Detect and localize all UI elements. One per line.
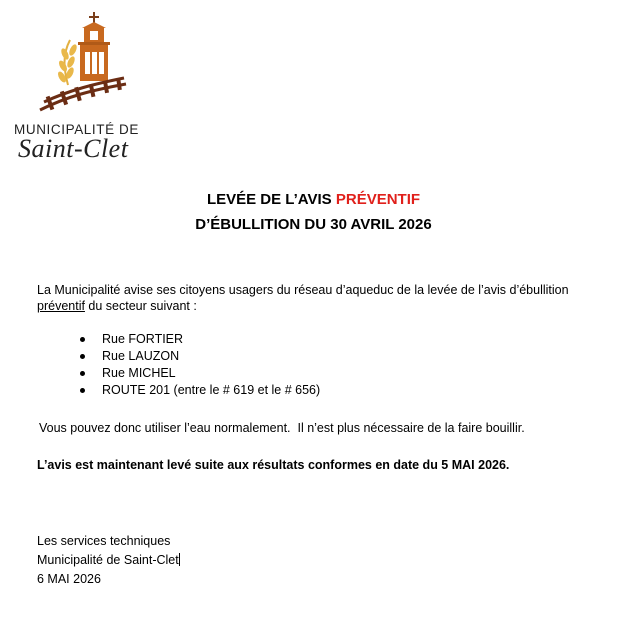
list-item: Rue LAUZON (78, 348, 320, 365)
logo-text-line1: MUNICIPALITÉ DE (14, 122, 140, 137)
church-logo-icon (38, 10, 128, 115)
signature-block (37, 532, 180, 589)
list-item: Rue MICHEL (78, 365, 320, 382)
signature-org: Municipalité de Saint-Clet (37, 553, 179, 567)
usage-note: Vous pouvez donc utiliser l’eau normalement. Il n’est plus nécessaire de la faire bouillir. (39, 421, 525, 435)
signature-date: 6 MAI 2026 (37, 572, 101, 586)
status-note: L’avis est maintenant levé suite aux résultats conformes en date du 5 MAI 2026. (37, 458, 510, 472)
notice-title-line1 (0, 191, 627, 208)
title-highlight: PRÉVENTIF (335, 191, 421, 208)
intro-underlined-word: préventif (37, 299, 85, 313)
list-item: ROUTE 201 (entre le # 619 et le # 656) (78, 382, 320, 399)
list-item: Rue FORTIER (78, 331, 320, 348)
signature-dept: Les services techniques (37, 534, 171, 548)
intro-text: La Municipalité avise ses citoyens usagers du réseau d’aqueduc de la levée de l’avis d’ébullition (37, 283, 569, 297)
notice-title-line2: D’ÉBULLITION DU 30 AVRIL 2026 (195, 216, 432, 233)
intro-text-end: du secteur suivant : (84, 299, 197, 313)
logo-text-line2: Saint-Clet (18, 134, 129, 163)
street-list (78, 331, 320, 399)
municipality-logo (0, 0, 160, 175)
signature-org-line[interactable] (37, 551, 180, 570)
intro-paragraph (37, 282, 607, 314)
text-cursor (179, 553, 180, 566)
title-text: LEVÉE DE L’AVIS (206, 191, 336, 208)
